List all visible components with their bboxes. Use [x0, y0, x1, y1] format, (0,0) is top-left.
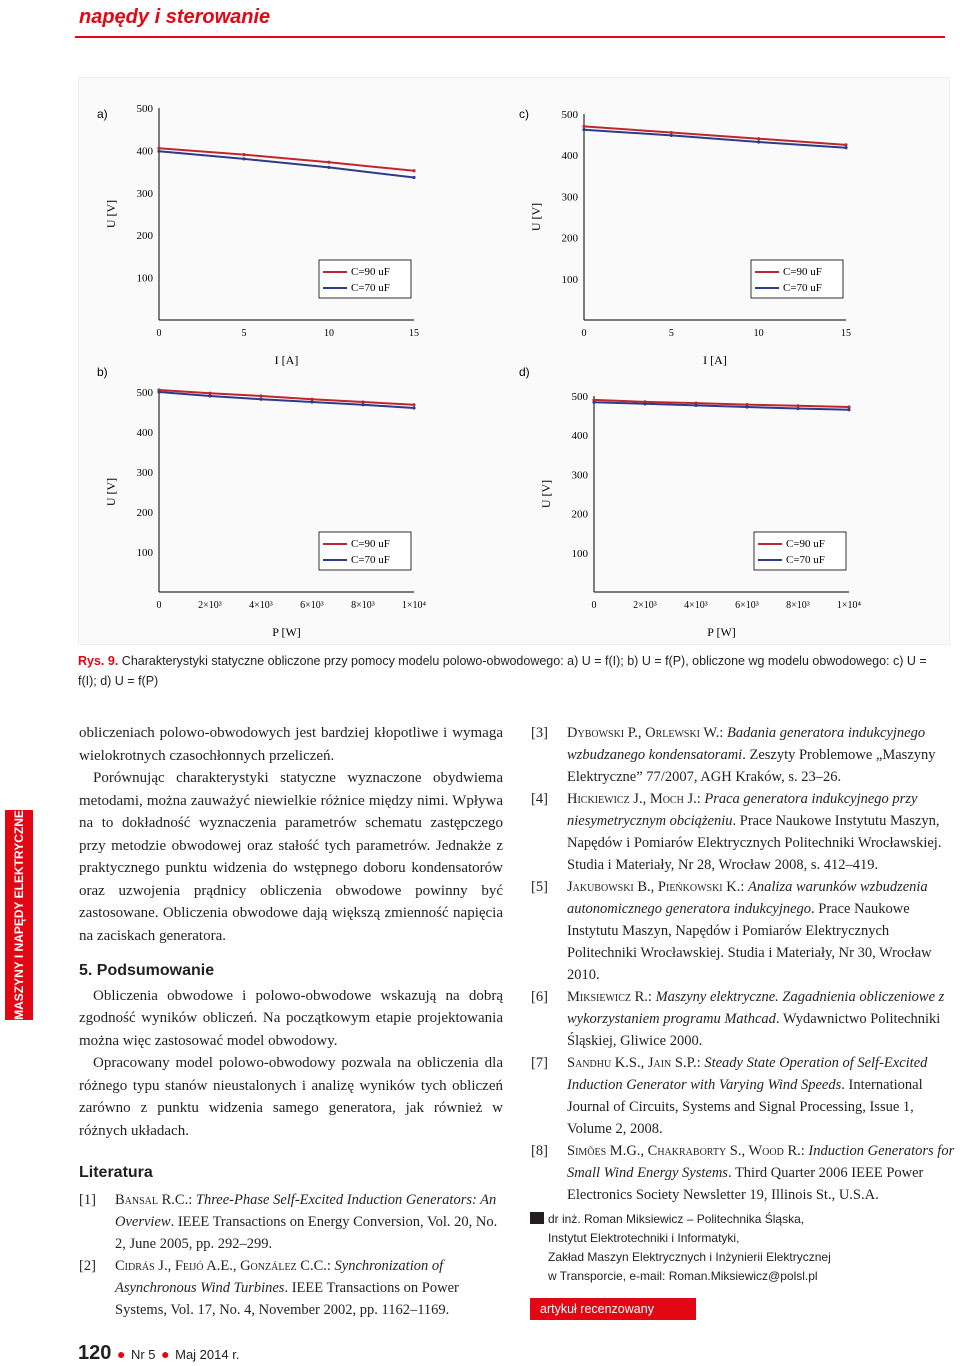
x-tick-label: 5 — [668, 328, 674, 339]
side-label: MASZYNY I NAPĘDY ELEKTRYCZNE — [5, 810, 33, 1020]
reference-title: Steady State Operation of Self-Excited Induction Generator with Varying Wind Speeds — [567, 1055, 928, 1093]
y-tick-label: 500 — [136, 387, 153, 399]
x-tick-label: 0 — [156, 600, 162, 611]
reference-number: [1] — [79, 1191, 96, 1208]
reference-number: [2] — [79, 1257, 96, 1274]
reference-title: Badania generatora indukcyjnego wzbudzanego kondensatorami — [567, 725, 926, 763]
references-right — [531, 722, 955, 1206]
y-tick-label: 500 — [136, 103, 153, 115]
legend-label: C=70 uF — [786, 554, 825, 566]
y-tick-label: 100 — [571, 547, 588, 560]
y-tick-label: 100 — [561, 273, 578, 286]
data-point — [757, 137, 760, 140]
reference-authors: Miksiewicz R.: — [567, 989, 656, 1005]
panel-label: c) — [519, 107, 529, 121]
caption-text: Charakterystyki statyczne obliczone przy pomocy modelu polowo-obwodowego: a) U = f(I); b) U = f(P), obliczone wg modelu obwodowego: c) U = f(I); d) U = f(P) — [78, 654, 927, 688]
legend-label: C=70 uF — [351, 554, 390, 566]
author-line: w Transporcie, e-mail: Roman.Miksiewicz@polsl.pl — [548, 1269, 818, 1283]
header-rule — [75, 36, 945, 38]
legend-label: C=90 uF — [783, 266, 822, 278]
y-tick-label: 200 — [561, 232, 578, 245]
data-point — [412, 176, 415, 179]
references-heading: Literatura — [79, 1164, 153, 1181]
reference-authors: Cidrás J., Feijó A.E., González C.C.: — [115, 1257, 335, 1274]
reviewed-badge: artykuł recenzowany — [530, 1298, 696, 1320]
reference-authors: Bansal R.C.: — [115, 1191, 196, 1208]
x-tick-label: 0 — [156, 328, 162, 339]
data-point — [582, 128, 585, 131]
x-tick-label: 8×10³ — [351, 600, 375, 611]
paragraph-4: Opracowany model polowo-obwodowy pozwala na obliczenia dla różnego typu stanów nieustalonych i analizę wyników tych obliczeń zarówno z punktu widzenia samego generatora, jak również w różnych układach. — [79, 1055, 503, 1139]
reference-title: Induction Generators for Small Wind Energy Systems — [567, 1143, 955, 1181]
reference-title: Praca generatora indukcyjnego przy niesymetrycznym obciążeniu — [567, 791, 918, 829]
series-line-c70 — [584, 130, 846, 148]
data-point — [412, 403, 415, 406]
legend-label: C=90 uF — [786, 538, 825, 550]
reference-number: [8] — [531, 1143, 548, 1159]
author-info — [548, 1210, 831, 1286]
data-point — [157, 150, 160, 153]
data-point — [259, 394, 262, 397]
reference-authors: Jakubowski B., Pieńkowski K.: — [567, 879, 749, 895]
x-tick-label: 6×10³ — [300, 600, 324, 611]
reference-number: [4] — [531, 791, 548, 807]
y-tick-label: 300 — [136, 187, 153, 200]
reference-details: . International Journal of Circuits, Systems and Signal Processing, Issue 1, Volume 2, 2008. — [567, 1077, 923, 1137]
x-tick-label: 4×10³ — [249, 600, 273, 611]
reference-details: . IEEE Transactions on Power Systems, Vol. 17, No. 4, November 2002, pp. 1162–1169. — [115, 1279, 459, 1318]
legend-label: C=70 uF — [783, 282, 822, 294]
data-point — [745, 405, 748, 408]
y-tick-label: 300 — [136, 467, 153, 479]
legend-label: C=90 uF — [351, 538, 390, 550]
reference-details: . Wydawnictwo Politechniki Śląskiej, Gliwice 2000. — [567, 1011, 941, 1049]
data-point — [670, 131, 673, 134]
reference-number: [6] — [531, 989, 548, 1005]
reference-item — [531, 1052, 955, 1140]
x-tick-label: 6×10³ — [735, 600, 759, 611]
issue-number: Nr 5 — [130, 1347, 156, 1362]
y-tick-label: 100 — [136, 272, 153, 285]
reference-item — [79, 1255, 503, 1321]
x-tick-label: 0 — [581, 328, 587, 339]
y-tick-label: 300 — [561, 191, 578, 204]
panel-label: b) — [97, 365, 108, 379]
caption-number: Rys. 9. — [78, 654, 119, 668]
y-tick-label: 500 — [561, 109, 578, 121]
reference-details: . Prace Naukowe Instytutu Maszyn, Napędów i Pomiarów Elektrycznych Politechniki Wrocławskiej. Studia i Materiały, Nr 30, Wrocław 2010. — [567, 901, 932, 983]
data-point — [796, 407, 799, 410]
data-point — [847, 405, 850, 408]
series-line-c90 — [159, 148, 414, 171]
data-point — [847, 408, 850, 411]
data-point — [259, 398, 262, 401]
y-tick-label: 400 — [561, 150, 578, 163]
x-axis-label: P [W] — [707, 625, 736, 639]
left-column — [79, 722, 503, 1321]
x-tick-label: 2×10³ — [198, 600, 222, 611]
section-title: 5. Podsumowanie — [79, 962, 215, 979]
x-tick-label: 8×10³ — [786, 600, 810, 611]
reference-item — [79, 1189, 503, 1255]
reference-item — [531, 876, 955, 986]
data-point — [670, 134, 673, 137]
figure-svg — [79, 78, 949, 644]
reference-item — [531, 1140, 955, 1206]
author-line: dr inż. Roman Miksiewicz – Politechnika Śląska, — [548, 1212, 805, 1226]
data-point — [310, 400, 313, 403]
x-axis-label: P [W] — [272, 625, 301, 639]
data-point — [757, 140, 760, 143]
series-line-c90 — [584, 126, 846, 144]
reference-item — [531, 986, 955, 1052]
x-tick-label: 15 — [409, 328, 419, 339]
reference-details: . Third Quarter 2006 IEEE Power Electronics Society Newsletter 19, Illinois St., U.S.A. — [567, 1165, 924, 1203]
x-tick-label: 2×10³ — [633, 600, 657, 611]
series-line-c90 — [159, 390, 414, 405]
reference-title: Maszyny elektryczne. Zagadnienia obliczeniowe z wykorzystaniem programu Mathcad — [567, 989, 945, 1027]
reference-title: Three-Phase Self-Excited Induction Generators: An Overview — [115, 1191, 497, 1230]
data-point — [361, 400, 364, 403]
x-tick-label: 0 — [591, 600, 597, 611]
references-left — [79, 1189, 503, 1321]
reference-details: . IEEE Transactions on Energy Conversion, Vol. 20, No. 2, June 2005, pp. 292–299. — [115, 1213, 498, 1252]
reference-item — [531, 722, 955, 788]
legend-label: C=90 uF — [351, 266, 390, 278]
figure-caption — [78, 651, 938, 691]
paragraph-3: Obliczenia obwodowe i polowo-obwodowe wskazują na dobrą zgodność wyników obliczeń. Na początkowym etapie projektowania można więc zastosować model obwodowy. — [79, 987, 503, 1049]
y-tick-label: 200 — [136, 230, 153, 243]
y-tick-label: 200 — [571, 508, 588, 521]
y-axis-label: U [V] — [529, 202, 543, 232]
data-point — [844, 143, 847, 146]
data-point — [327, 166, 330, 169]
x-axis-label: I [A] — [274, 353, 299, 367]
data-point — [592, 401, 595, 404]
data-point — [582, 125, 585, 128]
data-point — [157, 390, 160, 393]
y-tick-label: 300 — [571, 469, 588, 482]
y-axis-label: U [V] — [539, 479, 553, 509]
data-point — [844, 146, 847, 149]
reference-details: . Zeszyty Problemowe „Maszyny Elektryczne” 77/2007, AGH Kraków, s. 23–26. — [567, 747, 936, 785]
data-point — [242, 157, 245, 160]
data-point — [412, 406, 415, 409]
reference-authors: Dybowski P., Orlewski W.: — [567, 725, 727, 741]
data-point — [694, 404, 697, 407]
data-point — [796, 404, 799, 407]
x-tick-label: 10 — [324, 328, 334, 339]
page-number: 120 — [78, 1342, 112, 1364]
y-tick-label: 400 — [136, 427, 153, 439]
reference-details: . Prace Naukowe Instytutu Maszyn, Napędów i Pomiarów Elektrycznych Politechniki Wrocławskiej. Studia i Materiały, Nr 28, Wrocław 2008, s. 412–419. — [567, 813, 942, 873]
data-point — [157, 147, 160, 150]
data-point — [361, 403, 364, 406]
y-axis-label: U [V] — [104, 477, 118, 507]
legend-label: C=70 uF — [351, 282, 390, 294]
reference-title: Analiza warunków wzbudzenia autonomicznego generatora indukcyjnego — [567, 879, 928, 917]
issue-date: Maj 2014 r. — [175, 1347, 240, 1362]
y-tick-label: 400 — [136, 145, 153, 158]
panel-label: a) — [97, 107, 108, 121]
reference-item — [531, 788, 955, 876]
panel-label: d) — [519, 365, 530, 379]
right-column — [531, 722, 955, 1206]
data-point — [643, 402, 646, 405]
data-point — [310, 398, 313, 401]
paragraph-2: Porównując charakterystyki statyczne wyznaczone obydwiema metodami, można zauważyć niewielkie różnice między nimi. Wpływa na to dokładność wyznaczenia parametrów schematu zastępczego przy metodzie obwodowej oraz stałość tych parametrów. Jednakże z praktycznego punktu widzenia do wstępnego doboru kondensatorów oraz uzwojenia prądnicy obliczenia obwodowe powinny być zastosowane. Obliczenia obwodowe dają większą zmienność napięcia na zaciskach generatora. — [79, 770, 503, 944]
x-tick-label: 1×10⁴ — [836, 600, 862, 611]
footer: 120 ● Nr 5 ● Maj 2014 r. — [78, 1342, 240, 1364]
x-tick-label: 5 — [241, 328, 247, 339]
series-line-c70 — [159, 392, 414, 408]
y-tick-label: 100 — [136, 547, 153, 559]
y-tick-label: 400 — [571, 430, 588, 443]
series-line-c70 — [159, 151, 414, 177]
x-axis-label: I [A] — [703, 353, 727, 367]
x-tick-label: 4×10³ — [684, 600, 708, 611]
reference-authors: Sandhu K.S., Jain S.P.: — [567, 1055, 705, 1071]
reference-number: [5] — [531, 879, 548, 895]
paragraph-1: obliczeniach polowo-obwodowych jest bardziej kłopotliwe i wymaga wielokrotnych czasochłonnych przeliczeń. — [79, 725, 503, 764]
data-point — [208, 392, 211, 395]
reference-authors: Hickiewicz J., Moch J.: — [567, 791, 705, 807]
author-line: Zakład Maszyn Elektrycznych i Inżynierii Elektrycznej — [548, 1250, 831, 1264]
section-header: napędy i sterowanie — [79, 6, 271, 28]
data-point — [412, 169, 415, 172]
reference-number: [7] — [531, 1055, 548, 1071]
y-tick-label: 500 — [571, 391, 588, 403]
author-line: Instytut Elektrotechniki i Informatyki, — [548, 1231, 740, 1245]
y-axis-label: U [V] — [104, 199, 118, 229]
author-icon — [530, 1212, 544, 1224]
reference-number: [3] — [531, 725, 548, 741]
data-point — [242, 153, 245, 156]
data-point — [327, 161, 330, 164]
reference-authors: Simões M.G., Chakraborty S., Wood R.: — [567, 1143, 809, 1159]
reference-title: Synchronization of Asynchronous Wind Turbines — [115, 1257, 444, 1296]
x-tick-label: 1×10⁴ — [401, 600, 427, 611]
x-tick-label: 15 — [841, 328, 851, 339]
y-tick-label: 200 — [136, 507, 153, 519]
figure — [78, 77, 950, 645]
x-tick-label: 10 — [753, 328, 764, 339]
data-point — [208, 394, 211, 397]
